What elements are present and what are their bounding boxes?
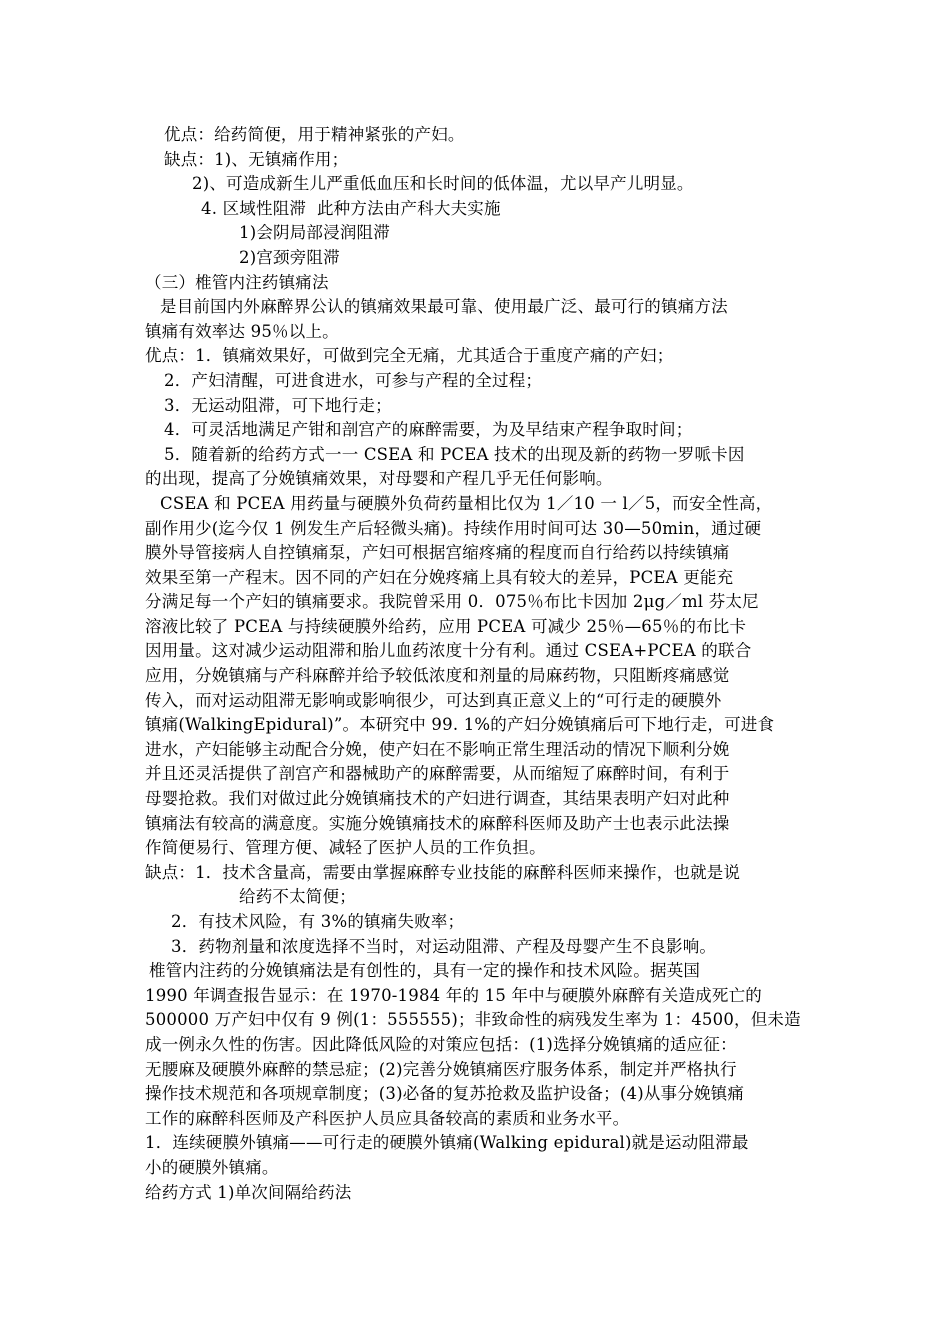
text-line: 2)宫颈旁阻滞 (239, 247, 340, 267)
paragraph-line: 无腰麻及硬膜外麻醉的禁忌症；(2)完善分娩镇痛医疗服务体系，制定并严格执行 (145, 1059, 737, 1079)
paragraph-line: 因用量。这对减少运动阻滞和胎儿血药浓度十分有利。通过 CSEA+PCEA 的联合 (145, 641, 752, 661)
paragraph-line: 成一例永久性的伤害。因此降低风险的对策应包括：(1)选择分娩镇痛的适应征： (145, 1034, 737, 1054)
text-line: 3．无运动阻滞，可下地行走； (164, 395, 392, 415)
paragraph-line: 并且还灵活提供了剖宫产和器械助产的麻醉需要，从而缩短了麻醉时间，有利于 (145, 764, 730, 784)
document-page (145, 123, 810, 1205)
text-line: 优点：1．镇痛效果好，可做到完全无痛，尤其适合于重度产痛的产妇； (145, 346, 674, 366)
paragraph-line: 工作的麻醉科医师及产科医护人员应具备较高的素质和业务水平。 (145, 1108, 630, 1128)
paragraph-line: 镇痛法有较高的满意度。实施分娩镇痛技术的麻醉科医师及助产士也表示此法操 (145, 813, 730, 833)
text-line: 1)会阴局部浸润阻滞 (239, 223, 390, 243)
paragraph-line: 进水，产妇能够主动配合分娩，使产妇在不影响正常生理活动的情况下顺利分娩 (145, 739, 730, 759)
text-line: 2．产妇清醒，可进食进水，可参与产程的全过程； (164, 370, 543, 390)
paragraph-line: 母婴抢救。我们对做过此分娩镇痛技术的产妇进行调查，其结果表明产妇对此种 (145, 789, 730, 809)
paragraph-line: 分满足每一个产妇的镇痛要求。我院曾采用 0．075％布比卡因加 2μg／ml 芬太尼 (145, 592, 759, 612)
text-line: 1．连续硬膜外镇痛——可行走的硬膜外镇痛(Walking epidural)就是运动阻滞最 (145, 1133, 749, 1153)
paragraph-line: 镇痛(WalkingEpidural)”。本研究中 99. 1%的产妇分娩镇痛后可下地行走，可进食 (145, 715, 775, 735)
paragraph-line: 溶液比较了 PCEA 与持续硬膜外给药，应用 PCEA 可减少 25％—65％的布比卡 (145, 616, 747, 636)
text-line: 缺点：1)、无镇痛作用； (164, 149, 349, 169)
text-line: 镇痛有效率达 95％以上。 (145, 321, 339, 341)
paragraph-line: 膜外导管接病人自控镇痛泵，产妇可根据宫缩疼痛的程度而自行给药以持续镇痛 (145, 543, 730, 563)
text-line: 给药不太简便； (239, 887, 356, 907)
text-line: 缺点：1．技术含量高，需要由掌握麻醉专业技能的麻醉科医师来操作，也就是说 (145, 862, 741, 882)
paragraph-line: 操作技术规范和各项规章制度；(3)必备的复苏抢救及监护设备；(4)从事分娩镇痛 (145, 1084, 745, 1104)
text-line: 优点：给药简便，用于精神紧张的产妇。 (164, 125, 465, 144)
text-line: 的出现，提高了分娩镇痛效果，对母婴和产程几乎无任何影响。 (145, 469, 613, 489)
text-line: 小的硬膜外镇痛。 (145, 1157, 279, 1177)
paragraph-line: 作简便易行、管理方便、减轻了医护人员的工作负担。 (145, 838, 546, 858)
text-line: 是目前国内外麻醉界公认的镇痛效果最可靠、使用最广泛、最可行的镇痛方法 (160, 297, 728, 317)
paragraph-line: 副作用少(迄今仅 1 例发生产后轻微头痛)。持续作用时间可达 30—50min，通过硬 (145, 518, 762, 538)
text-line: 5．随着新的给药方式一一 CSEA 和 PCEA 技术的出现及新的药物一罗哌卡因 (164, 444, 745, 464)
text-line: 给药方式 1)单次间隔给药法 (145, 1182, 352, 1202)
text-line: 4. 区域性阻滞 此种方法由产科大夫实施 (201, 198, 501, 218)
text-line: 2．有技术风险，有 3%的镇痛失败率； (171, 912, 465, 931)
paragraph-line: 椎管内注药的分娩镇痛法是有创性的，具有一定的操作和技术风险。据英国 (149, 961, 701, 981)
section-heading: （三）椎管内注药镇痛法 (145, 272, 329, 292)
paragraph-line: 应用，分娩镇痛与产科麻醉并给予较低浓度和剂量的局麻药物，只阻断疼痛感觉 (145, 666, 730, 686)
text-line: 4．可灵活地满足产钳和剖宫产的麻醉需要，为及早结束产程争取时间； (164, 420, 693, 440)
paragraph-line: 传入，而对运动阻滞无影响或影响很少，可达到真正意义上的“可行走的硬膜外 (145, 690, 722, 710)
text-line: 2)、可造成新生儿严重低血压和长时间的低体温，尤以早产儿明显。 (192, 174, 694, 194)
text-line: 3．药物剂量和浓度选择不当时，对运动阻滞、产程及母婴产生不良影响。 (171, 936, 717, 956)
paragraph-line: 500000 万产妇中仅有 9 例(1：555555)；非致命性的病残发生率为 1：4500，但未造 (145, 1010, 801, 1030)
paragraph-line: CSEA 和 PCEA 用药量与硬膜外负荷药量相比仅为 1／10 一 l／5，而安全性高， (160, 493, 773, 513)
paragraph-line: 效果至第一产程末。因不同的产妇在分娩疼痛上具有较大的差异，PCEA 更能充 (145, 567, 734, 587)
paragraph-line: 1990 年调查报告显示：在 1970-1984 年的 15 年中与硬膜外麻醉有关造成死亡的 (145, 985, 762, 1005)
